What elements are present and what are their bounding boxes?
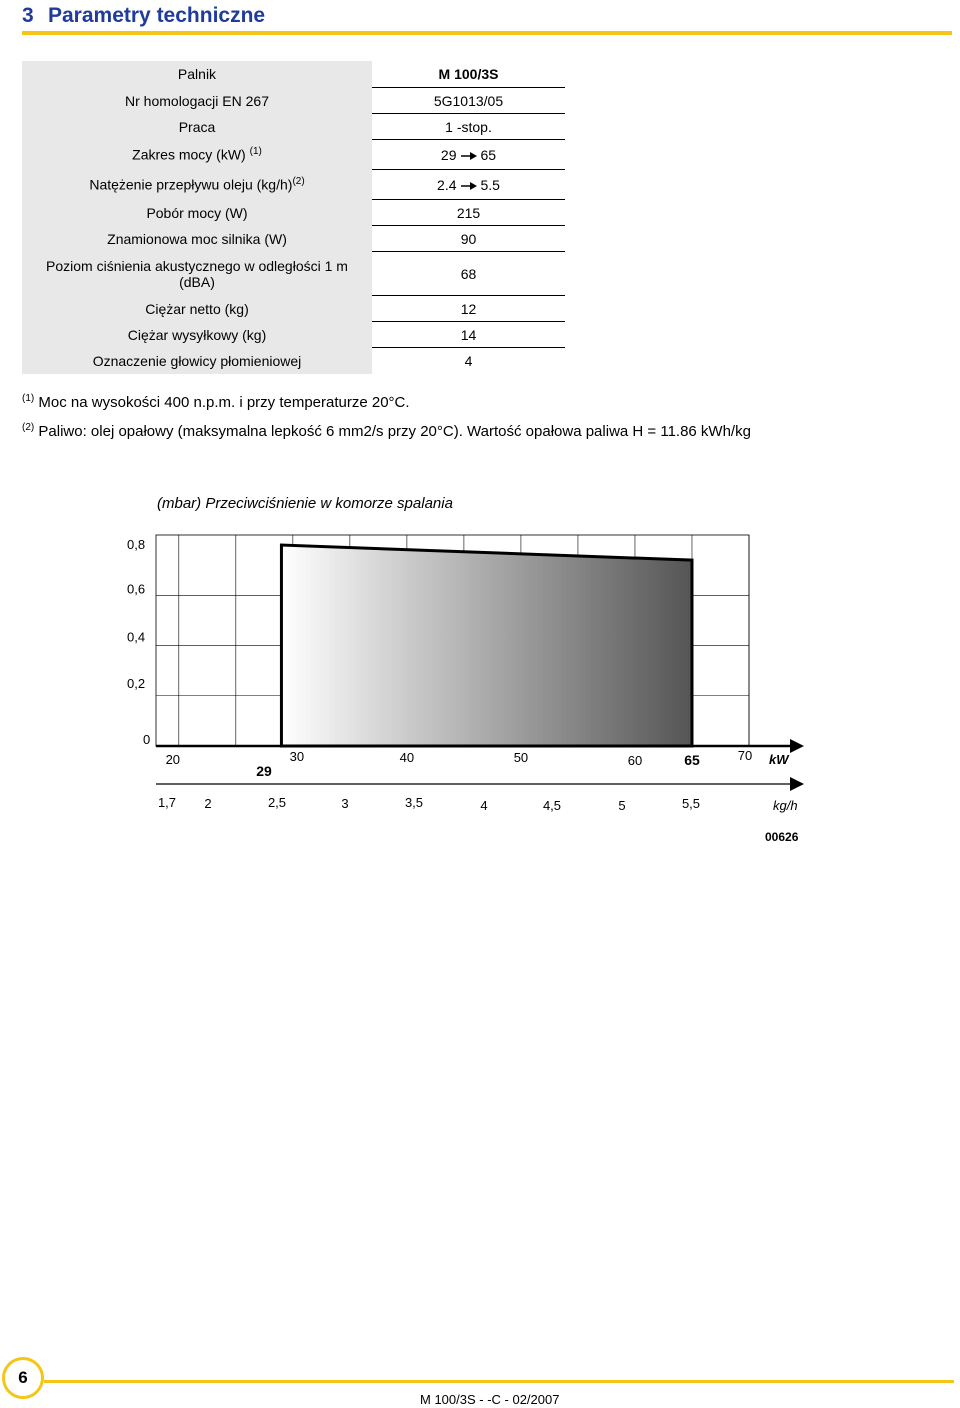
row-label: Pobór mocy (W) xyxy=(22,200,372,226)
arrow-right-icon xyxy=(461,181,477,191)
row-value: 12 xyxy=(372,296,565,322)
kgh-tick-label: 3,5 xyxy=(404,795,424,810)
x-tick-label: 20 xyxy=(165,752,181,767)
range-from: 2.4 xyxy=(437,176,457,193)
kgh-tick-label: 5 xyxy=(618,798,626,813)
row-value: 90 xyxy=(372,226,565,252)
kgh-tick-label: 4 xyxy=(480,798,488,813)
footer-text: M 100/3S - -C - 02/2007 xyxy=(420,1392,560,1407)
x-tick-label: 70 xyxy=(737,748,753,763)
y-tick-label: 0,6 xyxy=(127,581,146,597)
row-value xyxy=(372,170,565,200)
table-row xyxy=(22,140,565,170)
spec-table xyxy=(22,61,565,374)
y-tick-label: 0,2 xyxy=(127,675,146,691)
row-label: Nr homologacji EN 267 xyxy=(22,88,372,114)
footnote-text: Paliwo: olej opałowy (maksymalna lepkość 6 mm2/s przy 20°C). Wartość opałowa paliwa H = 11.86 kWh/kg xyxy=(38,423,751,440)
row-label xyxy=(22,140,372,170)
row-value: 215 xyxy=(372,200,565,226)
row-label: Oznaczenie głowicy płomieniowej xyxy=(22,348,372,374)
footnote-ref: (1) xyxy=(249,146,262,158)
x-tick-label: 50 xyxy=(513,750,529,765)
y-tick-label: 0,4 xyxy=(127,629,146,645)
row-label xyxy=(22,252,372,296)
y-tick-label: 0,8 xyxy=(127,537,146,553)
footnote xyxy=(22,415,751,444)
x-highlight-label: 65 xyxy=(684,752,700,768)
x-tick-label: 30 xyxy=(289,749,305,764)
x-tick-label: 40 xyxy=(399,750,415,765)
table-row xyxy=(22,322,565,348)
row-label: Znamionowa moc silnika (W) xyxy=(22,226,372,252)
table-row xyxy=(22,252,565,296)
row-label: Palnik xyxy=(22,61,372,88)
range-from: 29 xyxy=(440,146,457,163)
y-tick-label: 0 xyxy=(143,732,151,747)
row-label-text: Natężenie przepływu oleju (kg/h) xyxy=(89,176,293,193)
x-tick-label: 60 xyxy=(627,753,643,768)
page-number: 6 xyxy=(2,1357,44,1399)
range-to: 65 xyxy=(480,146,497,163)
row-label xyxy=(22,170,372,200)
footnotes xyxy=(22,386,751,444)
row-value: M 100/3S xyxy=(372,61,565,88)
row-value: 14 xyxy=(372,322,565,348)
row-value xyxy=(372,140,565,170)
table-row xyxy=(22,296,565,322)
table-row xyxy=(22,88,565,114)
row-value: 5G1013/05 xyxy=(372,88,565,114)
row-label-line: Poziom ciśnienia akustycznego w odległości 1 m xyxy=(46,257,348,274)
kgh-tick-label: 2,5 xyxy=(267,795,287,810)
kgh-unit-label: kg/h xyxy=(773,798,798,813)
row-value: 1 -stop. xyxy=(372,114,565,140)
section-title: Parametry techniczne xyxy=(48,4,266,27)
table-row xyxy=(22,200,565,226)
pressure-chart xyxy=(0,480,960,860)
table-row xyxy=(22,114,565,140)
range-to: 5.5 xyxy=(480,176,500,193)
footnote xyxy=(22,386,751,415)
table-row xyxy=(22,226,565,252)
footnote-text: Moc na wysokości 400 n.p.m. i przy temperaturze 20°C. xyxy=(38,394,410,411)
kgh-tick-label: 5,5 xyxy=(681,796,701,811)
arrow-right-icon xyxy=(461,151,477,161)
row-label-line: (dBA) xyxy=(179,273,215,290)
row-value: 68 xyxy=(372,252,565,296)
kgh-tick-label: 3 xyxy=(341,796,349,811)
footnote-ref: (2) xyxy=(292,176,305,188)
header-underline xyxy=(22,31,952,35)
table-row xyxy=(22,170,565,200)
chart-code: 00626 xyxy=(765,830,799,844)
row-label: Praca xyxy=(22,114,372,140)
row-label: Ciężar netto (kg) xyxy=(22,296,372,322)
kgh-axis-arrow-icon xyxy=(790,777,804,791)
row-label: Ciężar wysyłkowy (kg) xyxy=(22,322,372,348)
footer-line xyxy=(44,1380,954,1383)
x-highlight-label: 29 xyxy=(256,763,272,779)
section-number: 3 xyxy=(22,4,34,27)
table-row xyxy=(22,348,565,374)
row-label-text: Zakres mocy (kW) xyxy=(132,146,246,163)
footnote-mark: (2) xyxy=(22,422,35,433)
kgh-tick-label: 2 xyxy=(204,796,212,811)
kgh-tick-label: 1,7 xyxy=(157,795,177,810)
working-field-area xyxy=(281,545,692,746)
kw-axis-arrow-icon xyxy=(790,739,804,753)
table-row xyxy=(22,61,565,88)
chart-title: (mbar) Przeciwciśnienie w komorze spalania xyxy=(157,495,453,512)
x-unit-label: kW xyxy=(769,752,789,767)
row-value: 4 xyxy=(464,352,473,369)
section-header xyxy=(22,2,952,36)
footnote-mark: (1) xyxy=(22,393,35,404)
kgh-tick-label: 4,5 xyxy=(542,798,562,813)
